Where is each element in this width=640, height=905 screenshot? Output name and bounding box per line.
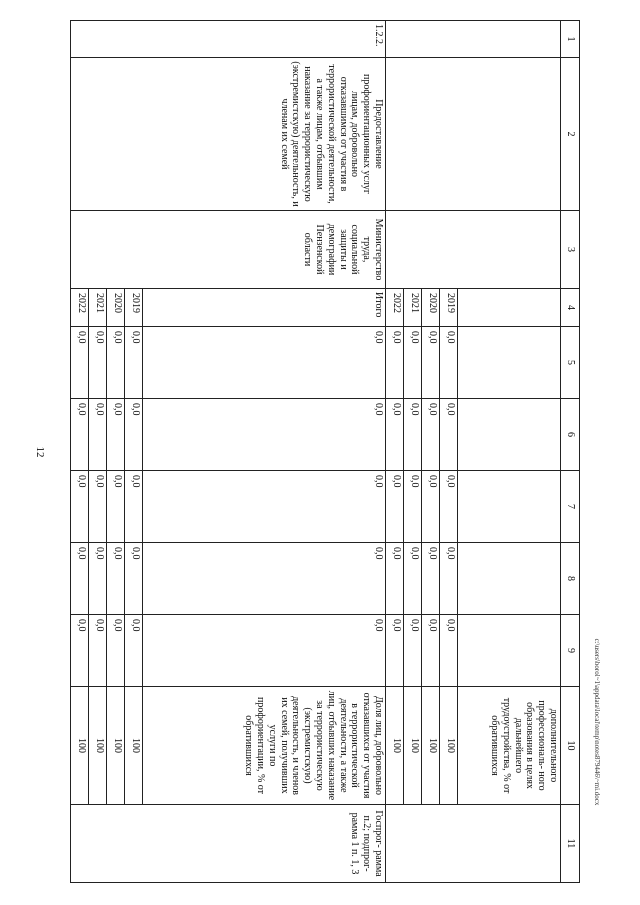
col-header: 5 (561, 327, 580, 399)
total-label: Итого (143, 289, 386, 327)
table-container (76, 20, 580, 882)
col-header: 7 (561, 471, 580, 543)
value-cell: 0,0 (440, 543, 458, 615)
cell-empty (386, 211, 561, 289)
cell-empty (458, 327, 561, 399)
program-table (70, 20, 580, 883)
item-number: 1.2.2. (71, 21, 386, 58)
table-row (143, 21, 386, 883)
value-cell: 0,0 (404, 615, 422, 687)
col-header: 4 (561, 289, 580, 327)
item-reference: Госпрог- рамма п.2; подпрог- рамма 1 п. 1, 3 (71, 805, 386, 883)
value-cell: 0,0 (440, 615, 458, 687)
value-cell: 0,0 (125, 543, 143, 615)
year-cell: 2020 (107, 289, 125, 327)
cell-empty (458, 289, 561, 327)
value-cell: 0,0 (125, 327, 143, 399)
year-cell: 2020 (422, 289, 440, 327)
year-cell: 2022 (71, 289, 89, 327)
value-cell: 0,0 (440, 327, 458, 399)
year-cell: 2019 (125, 289, 143, 327)
indicator-value: 100 (125, 687, 143, 805)
value-cell: 0,0 (71, 615, 89, 687)
col-header: 3 (561, 211, 580, 289)
value-cell: 0,0 (89, 471, 107, 543)
value-cell: 0,0 (440, 471, 458, 543)
value-cell: 0,0 (386, 327, 404, 399)
col-header: 9 (561, 615, 580, 687)
year-cell: 2022 (386, 289, 404, 327)
value-cell: 0,0 (440, 399, 458, 471)
total-value: 0,0 (143, 543, 386, 615)
item-title: Предоставление профориентационных услуг лицам, добровольно отказавшимся от участия в террористической деятельности, а также лицам, отбывшим наказание за террористическую (экстремистскую) деятельность, и членам их семей (71, 58, 386, 211)
value-cell: 0,0 (422, 615, 440, 687)
value-cell: 0,0 (125, 615, 143, 687)
value-cell: 0,0 (71, 327, 89, 399)
cell-empty (458, 543, 561, 615)
value-cell: 0,0 (71, 471, 89, 543)
value-cell: 0,0 (107, 471, 125, 543)
indicator-value: 100 (422, 687, 440, 805)
value-cell: 0,0 (71, 543, 89, 615)
col-header: 8 (561, 543, 580, 615)
indicator-value: 100 (89, 687, 107, 805)
cell-empty (458, 615, 561, 687)
value-cell: 0,0 (89, 327, 107, 399)
value-cell: 0,0 (125, 399, 143, 471)
indicator-text: дополнительного профессиональ- ного образования в целях дальнейшего трудоустройства, % от обратившихся (458, 687, 561, 805)
header-row (561, 21, 580, 883)
value-cell: 0,0 (125, 471, 143, 543)
value-cell: 0,0 (89, 543, 107, 615)
value-cell: 0,0 (107, 327, 125, 399)
col-header: 11 (561, 805, 580, 883)
year-cell: 2021 (89, 289, 107, 327)
indicator-value: 100 (386, 687, 404, 805)
value-cell: 0,0 (422, 543, 440, 615)
table-row (458, 21, 561, 883)
cell-empty (386, 805, 561, 883)
value-cell: 0,0 (422, 471, 440, 543)
col-header: 2 (561, 58, 580, 211)
value-cell: 0,0 (404, 399, 422, 471)
total-value: 0,0 (143, 615, 386, 687)
indicator-value: 100 (404, 687, 422, 805)
col-header: 1 (561, 21, 580, 58)
value-cell: 0,0 (107, 399, 125, 471)
cell-empty (386, 58, 561, 211)
total-value: 0,0 (143, 471, 386, 543)
value-cell: 0,0 (386, 471, 404, 543)
value-cell: 0,0 (71, 399, 89, 471)
year-cell: 2019 (440, 289, 458, 327)
value-cell: 0,0 (386, 615, 404, 687)
rotated-page (76, 20, 580, 882)
value-cell: 0,0 (107, 615, 125, 687)
col-header: 6 (561, 399, 580, 471)
year-cell: 2021 (404, 289, 422, 327)
cell-empty (458, 471, 561, 543)
item-executor: Министерство труда, социальной защиты и демографии Пензенской области (71, 211, 386, 289)
value-cell: 0,0 (89, 615, 107, 687)
value-cell: 0,0 (386, 399, 404, 471)
value-cell: 0,0 (89, 399, 107, 471)
indicator-value: 100 (71, 687, 89, 805)
value-cell: 0,0 (404, 543, 422, 615)
value-cell: 0,0 (404, 327, 422, 399)
col-header: 10 (561, 687, 580, 805)
value-cell: 0,0 (422, 327, 440, 399)
value-cell: 0,0 (422, 399, 440, 471)
value-cell: 0,0 (404, 471, 422, 543)
indicator-value: 100 (107, 687, 125, 805)
total-value: 0,0 (143, 399, 386, 471)
indicator-value: 100 (440, 687, 458, 805)
cell-empty (386, 21, 561, 58)
cell-empty (458, 399, 561, 471)
file-path-footer: c:\users\borol~1\appdata\local\temp\notes879446\~mi.docx (593, 638, 601, 806)
value-cell: 0,0 (107, 543, 125, 615)
page-number: 12 (34, 446, 46, 458)
total-value: 0,0 (143, 327, 386, 399)
value-cell: 0,0 (386, 543, 404, 615)
indicator-text: Доля лиц, добровольно отказавшихся от участия в террористической деятельности, а также лиц, отбывших наказание за террористическую (экстремистскую) деятельность, и членов их семей, получивших услуги по профориентации, % от обратившихся (143, 687, 386, 805)
